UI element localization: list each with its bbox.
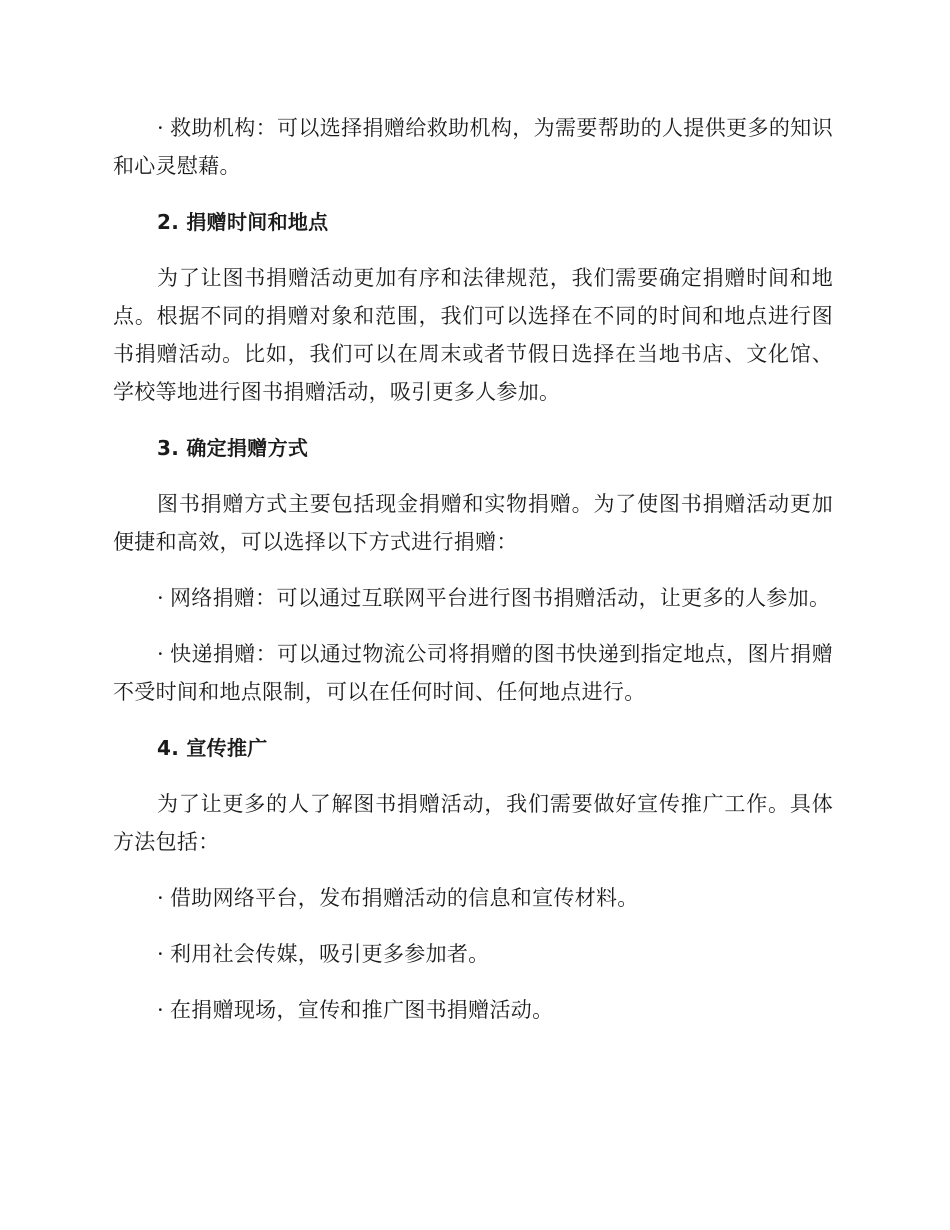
bullet-text: 快递捐赠：可以通过物流公司将捐赠的图书快递到指定地点，图片捐赠不受时间和地点限制，可以在任何时间、任何地点进行。 bbox=[113, 642, 833, 704]
bullet-text: 在捐赠现场，宣传和推广图书捐赠活动。 bbox=[169, 998, 554, 1022]
bullet-mark: · bbox=[157, 886, 164, 910]
paragraph-time-location: 为了让图书捐赠活动更加有序和法律规范，我们需要确定捐赠时间和地点。根据不同的捐赠对象和范围，我们可以选择在不同的时间和地点进行图书捐赠活动。比如，我们可以在周末或者节假日选择在当地书店、文化馆、学校等地进行图书捐赠活动，吸引更多人参加。 bbox=[113, 266, 833, 404]
bullet-item-social-media bbox=[113, 935, 833, 973]
bullet-text: 利用社会传媒，吸引更多参加者。 bbox=[169, 942, 490, 966]
bullet-mark: · bbox=[157, 642, 164, 666]
bullet-item-network-platform bbox=[113, 879, 833, 917]
bullet-mark: · bbox=[157, 116, 164, 140]
section-heading-2: 2. 捐赠时间和地点 bbox=[157, 210, 329, 234]
paragraph-donation-methods: 图书捐赠方式主要包括现金捐赠和实物捐赠。为了使图书捐赠活动更加便捷和高效，可以选择以下方式进行捐赠： bbox=[113, 492, 833, 554]
bullet-item-online-donation bbox=[113, 579, 833, 617]
bullet-item-rescue-agency bbox=[113, 109, 833, 185]
document-body bbox=[113, 109, 833, 1047]
bullet-text: 借助网络平台，发布捐赠活动的信息和宣传材料。 bbox=[169, 886, 639, 910]
bullet-mark: · bbox=[157, 942, 164, 966]
bullet-item-express-donation bbox=[113, 635, 833, 711]
section-heading-3: 3. 确定捐赠方式 bbox=[157, 436, 309, 460]
bullet-mark: · bbox=[157, 998, 164, 1022]
bullet-text: 网络捐赠：可以通过互联网平台进行图书捐赠活动，让更多的人参加。 bbox=[169, 586, 831, 610]
bullet-mark: · bbox=[157, 586, 164, 610]
bullet-item-onsite-promotion bbox=[113, 991, 833, 1029]
section-heading-4: 4. 宣传推广 bbox=[157, 736, 268, 760]
paragraph-promotion: 为了让更多的人了解图书捐赠活动，我们需要做好宣传推广工作。具体方法包括： bbox=[113, 792, 833, 854]
bullet-text: 救助机构：可以选择捐赠给救助机构，为需要帮助的人提供更多的知识和心灵慰藉。 bbox=[113, 116, 833, 178]
